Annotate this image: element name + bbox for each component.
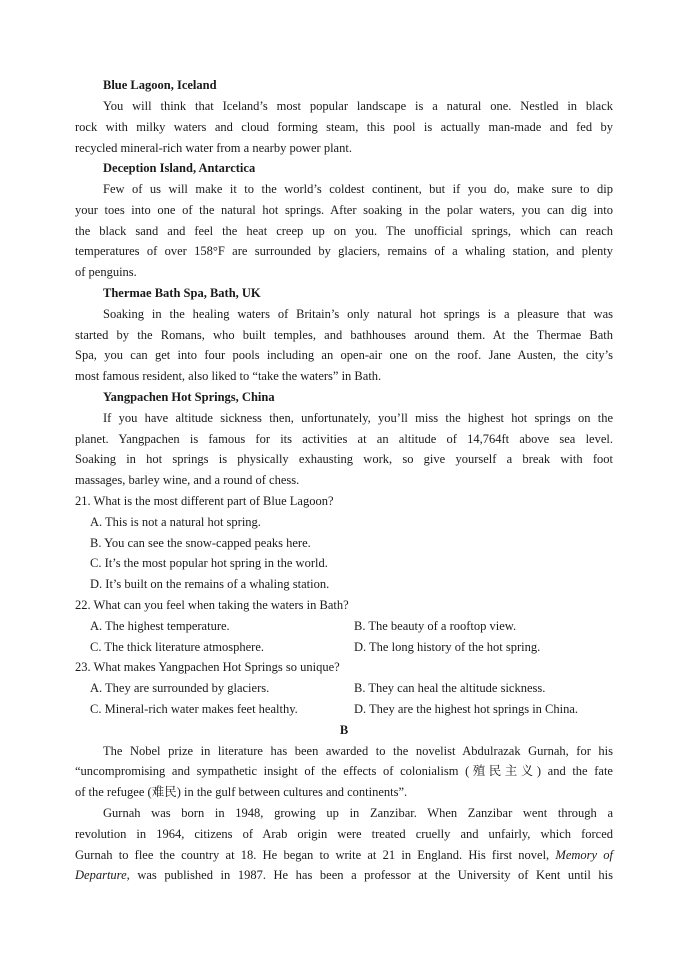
paragraph-line: The Nobel prize in literature has been awarded to the novelist Abdulrazak Gurnah, for his [103,744,613,758]
question-23-option-a[interactable]: A. They are surrounded by glaciers. [90,681,270,695]
novel-title-part-1: Memory of [555,848,614,862]
paragraph-line: rock with milky waters and cloud forming steam, this pool is actually man-made and fed by [75,120,613,134]
question-23-option-b[interactable]: B. They can heal the altitude sickness. [354,681,546,695]
paragraph-line: Gurnah was born in 1948, growing up in Zanzibar. When Zanzibar went through a [103,806,613,820]
paragraph-line: started by the Romans, who built temples, and bathhouses around them. At the Thermae Bath [75,328,613,342]
novel-title-part-2: Departure [75,868,127,882]
question-22-option-a[interactable]: A. The highest temperature. [90,619,230,633]
paragraph-line: of the refugee (难民) in the gulf between cultures and continents”. [75,785,408,799]
paragraph-line: Soaking in hot springs is physically exhausting work, so give yourself a break with foot [75,452,613,466]
paragraph-line: the black sand and feel the heat creep up on you. The unofficial springs, which can reach [75,224,613,238]
paragraph-line: revolution in 1964, citizens of Arab origin were treated cruelly and unfairly, which forced [75,827,613,841]
paragraph-line: your toes into one of the natural hot springs. After soaking in the polar waters, you can dig into [75,203,613,217]
question-23-option-d[interactable]: D. They are the highest hot springs in China. [354,702,579,716]
paragraph-line: If you have altitude sickness then, unfortunately, you’ll miss the highest hot springs on the [103,411,613,425]
question-21-option-a[interactable]: A. This is not a natural hot spring. [90,515,261,529]
paragraph-line: recycled mineral-rich water from a nearby power plant. [75,141,352,155]
paragraph-text: Gurnah to flee the country at 18. He began to write at 21 in England. His first novel, [75,848,550,862]
heading-deception-island: Deception Island, Antarctica [103,161,256,175]
paragraph-line: Spa, you can get into four pools including an open-air one on the roof. Jane Austen, the city’s [75,348,613,362]
question-22-option-b[interactable]: B. The beauty of a rooftop view. [354,619,517,633]
question-21-option-d[interactable]: D. It’s built on the remains of a whaling station. [90,577,330,591]
paragraph-line: planet. Yangpachen is famous for its activities at an altitude of 14,764ft above sea level. [75,432,613,446]
paragraph-line [75,847,613,863]
question-22-stem: 22. What can you feel when taking the waters in Bath? [75,598,349,612]
paragraph-line: Soaking in the healing waters of Britain’s only natural hot springs is a pleasure that was [103,307,613,321]
paragraph-line: Few of us will make it to the world’s coldest continent, but if you do, make sure to dip [103,182,613,196]
heading-thermae-bath: Thermae Bath Spa, Bath, UK [103,286,261,300]
paragraph-line: massages, barley wine, and a round of chess. [75,473,300,487]
heading-blue-lagoon: Blue Lagoon, Iceland [103,78,217,92]
question-23-stem: 23. What makes Yangpachen Hot Springs so unique? [75,660,340,674]
paragraph-line: “uncompromising and sympathetic insight of the effects of colonialism (殖民主义) and the fate [75,764,613,778]
question-21-option-b[interactable]: B. You can see the snow-capped peaks here. [90,536,311,550]
question-22-option-d[interactable]: D. The long history of the hot spring. [354,640,541,654]
question-23-option-c[interactable]: C. Mineral-rich water makes feet healthy. [90,702,298,716]
paragraph-line: temperatures of over 158°F are surrounded by glaciers, remains of a whaling station, and plenty [75,244,613,258]
paragraph-line: You will think that Iceland’s most popular landscape is a natural one. Nestled in black [103,99,613,113]
question-21-option-c[interactable]: C. It’s the most popular hot spring in the world. [90,556,328,570]
section-b-label: B [339,723,349,737]
paragraph-line: most famous resident, also liked to “take the waters” in Bath. [75,369,382,383]
paragraph-text: , was published in 1987. He has been a professor at the University of Kent until his [126,868,613,882]
question-22-option-c[interactable]: C. The thick literature atmosphere. [90,640,265,654]
question-21-stem: 21. What is the most different part of Blue Lagoon? [75,494,334,508]
paragraph-line: of penguins. [75,265,137,279]
paragraph-line [75,867,613,883]
heading-yangpachen: Yangpachen Hot Springs, China [103,390,275,404]
